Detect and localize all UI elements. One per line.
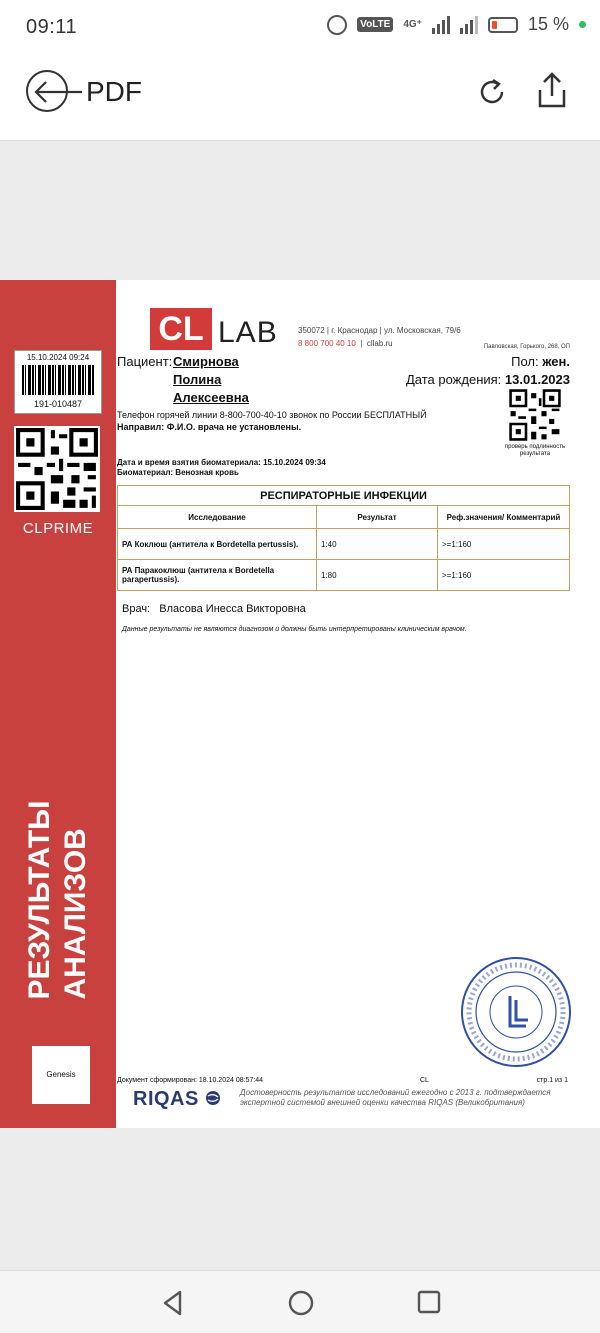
page-number: стр.1 из 1 <box>536 1077 568 1084</box>
network-type: 4G⁺ <box>403 19 422 30</box>
page-title: PDF <box>86 76 142 107</box>
vertical-title <box>22 800 94 999</box>
lab-phone: 8 800 700 40 10 <box>298 339 356 348</box>
verify-qr-icon[interactable] <box>508 388 562 442</box>
nav-back-icon[interactable] <box>160 1289 186 1317</box>
volte-badge: VoLTE <box>357 17 393 32</box>
sample-datetime: Дата и время взятия биоматериала: 15.10.2024 09:34 <box>117 458 326 467</box>
nav-recents-icon[interactable] <box>416 1289 442 1315</box>
dob-label: Дата рождения: <box>405 372 502 387</box>
signal-icon <box>432 16 450 34</box>
riqas-logo <box>133 1088 221 1111</box>
app-toolbar <box>0 56 600 141</box>
pdf-page <box>0 280 600 1128</box>
sex-label: Пол: <box>511 354 539 369</box>
vertical-title-line2: АНАЛИЗОВ <box>59 828 92 1000</box>
share-icon <box>534 70 570 110</box>
doctor-label: Врач: <box>122 603 151 615</box>
status-bar <box>0 0 600 56</box>
clprime-brand: CLPRIME <box>22 520 94 537</box>
table-row <box>118 560 570 591</box>
status-time: 09:11 <box>26 16 78 38</box>
patient-name <box>173 353 249 407</box>
row-ref: >=1:160 <box>438 560 570 591</box>
sidebar-band <box>0 280 116 1128</box>
patient-surname: Смирнова <box>173 354 239 369</box>
patient-patronymic: Алексеевна <box>173 390 249 405</box>
back-button[interactable] <box>26 70 68 112</box>
refresh-button[interactable] <box>474 74 510 110</box>
alarm-icon <box>327 15 347 35</box>
patient-first-name: Полина <box>173 372 222 387</box>
status-icons <box>327 14 586 35</box>
row-ref: >=1:160 <box>438 529 570 560</box>
barcode-number: 191-010487 <box>33 399 83 409</box>
referrer-text: Направил: Ф.И.О. врача не установлены. <box>117 422 302 432</box>
branch-address: Павловская, Горького, 268, ОП <box>483 344 570 350</box>
doctor-name: Власова Инесса Викторовна <box>159 603 306 615</box>
header-ref: Реф.значения/ Комментарий <box>438 506 570 529</box>
nav-home-icon[interactable] <box>287 1289 315 1317</box>
row-test: РА Паракоклюш (антитела к Bordetella parapertussis). <box>118 560 317 591</box>
barcode-image <box>22 365 94 395</box>
dob-value: 13.01.2023 <box>504 372 570 387</box>
table-row <box>118 529 570 560</box>
lab-logo-lab: LAB <box>218 316 278 349</box>
verify-caption: проверь подлинность результата <box>504 444 566 457</box>
header-result: Результат <box>317 506 438 529</box>
signal-2-icon <box>460 16 478 34</box>
lab-contacts: 350072 | г. Краснодар | ул. Московская, 79/6 8 800 700 40 10 | cllab.ru <box>298 326 461 348</box>
barcode-date: 15.10.2024 09:24 <box>26 353 90 362</box>
battery-level: 15 % <box>527 14 569 34</box>
row-test: РА Коклюш (антитела к Bordetella pertussis). <box>118 529 317 560</box>
footer-code: CL <box>420 1077 429 1084</box>
row-result: 1:40 <box>317 529 438 560</box>
patient-sex <box>440 354 570 369</box>
seal-stamp-icon <box>460 956 572 1068</box>
generated-date: Документ сформирован: 18.10.2024 08:57:44 <box>117 1077 264 1084</box>
system-nav-bar <box>0 1270 600 1333</box>
barcode-label <box>14 350 102 414</box>
battery-icon <box>488 17 518 33</box>
genesis-logo: Genesis <box>32 1046 90 1104</box>
privacy-dot-icon <box>579 21 586 28</box>
qr-code-icon <box>14 426 100 512</box>
vertical-title-line1: РЕЗУЛЬТАТЫ <box>23 800 56 1000</box>
lab-address: 350072 | г. Краснодар | ул. Московская, 79/6 <box>298 326 461 335</box>
riqas-statement: Достоверность результатов исследований ежегодно с 2013 г. подтверждается экспертной системой внешней оценки качества RIQAS (Великобритания) <box>240 1088 551 1107</box>
disclaimer: Данные результаты не являются диагнозом и должны быть интерпретированы клиническим врачом. <box>122 626 467 633</box>
refresh-icon <box>474 74 510 110</box>
riqas-logo-text: RIQAS <box>133 1088 199 1110</box>
biomaterial: Биоматериал: Венозная кровь <box>117 468 239 477</box>
lab-logo-cl: CL <box>150 308 212 350</box>
sex-value: жен. <box>542 354 570 369</box>
row-result: 1:80 <box>317 560 438 591</box>
header-test: Исследование <box>118 506 317 529</box>
section-title: РЕСПИРАТОРНЫЕ ИНФЕКЦИИ <box>118 486 570 506</box>
lab-site: cllab.ru <box>366 339 393 348</box>
patient-label: Пациент: <box>117 354 173 369</box>
patient-dob <box>380 372 570 387</box>
globe-icon <box>205 1090 221 1106</box>
doctor-line <box>122 603 306 615</box>
arrow-left-icon <box>34 80 94 104</box>
share-button[interactable] <box>534 70 570 110</box>
results-table <box>117 485 570 591</box>
hotline-text: Телефон горячей линии 8-800-700-40-10 звонок по России БЕСПЛАТНЫЙ <box>117 410 427 420</box>
